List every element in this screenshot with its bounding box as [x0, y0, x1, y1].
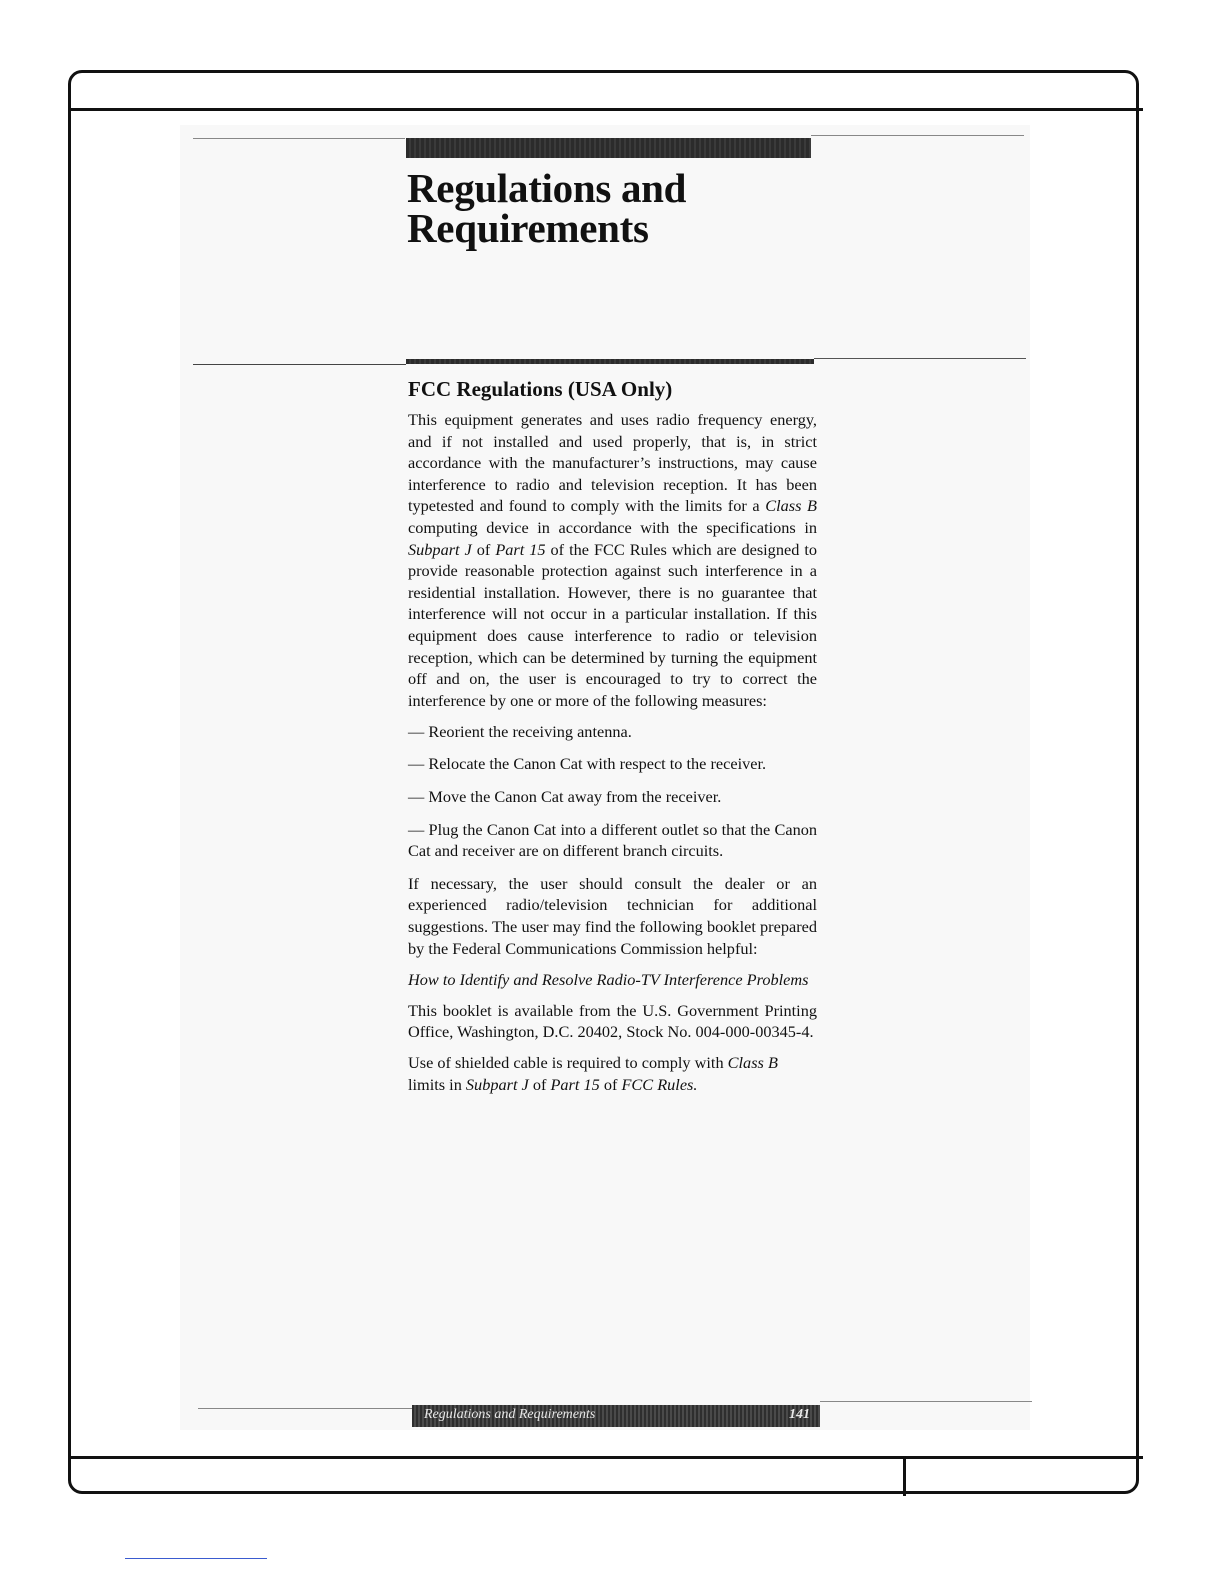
page-title — [407, 165, 687, 251]
section-rule-left — [193, 364, 406, 365]
page-number: 141 — [789, 1407, 810, 1422]
footer-label: Regulations and Requirements — [424, 1407, 596, 1422]
link-underline — [125, 1558, 267, 1559]
paragraph-consult: If necessary, the user should consult the dealer or an experienced radio/television technician for additional suggestions. The user may find the following booklet prepared by the Federal Communications Commission helpful: — [408, 873, 817, 958]
page-title-line-2: Requirements — [407, 205, 649, 251]
section-bar — [406, 359, 814, 364]
frame-top-rule — [68, 108, 1143, 111]
paragraph-intro: This equipment generates and uses radio frequency energy, and if not installed and used properly, that is, in strict accordance with the manufacturer’s instructions, may cause interference to radio and television reception. It has been typetested and found to comply with the limits for a Class B computing device in accordance with the specifications in Subpart J of Part 15 of the FCC Rules which are designed to provide reasonable protection against such interference in a residential installation. However, there is no guarantee that interference will not occur in a particular installation. If this equipment does cause interference to radio or television reception, which can be determined by turning the equipment off and on, the user is encouraged to try to correct the interference by one or more of the following measures: — [408, 410, 818, 710]
paragraph-shielded-cable: Use of shielded cable is required to comply with Class B limits in Subpart J of Part 15 of FCC Rules. — [408, 1053, 778, 1095]
frame-footer-divider — [903, 1456, 906, 1496]
section-rule-right — [814, 358, 1026, 359]
top-rule-right — [811, 135, 1024, 136]
frame-bottom-rule — [68, 1456, 1143, 1459]
paragraph-availability: This booklet is available from the U.S. Government Printing Office, Washington, D.C. 20402, Stock No. 004-000-00345-4. — [408, 1000, 817, 1042]
list-item: — Plug the Canon Cat into a different outlet so that the Canon Cat and receiver are on different branch circuits. — [408, 819, 817, 861]
booklet-title: How to Identify and Resolve Radio-TV Interference Problems — [408, 969, 809, 989]
footer-rule-right — [820, 1401, 1032, 1402]
page-title-line-1: Regulations and — [407, 165, 687, 211]
list-item: — Move the Canon Cat away from the receiver. — [408, 787, 722, 806]
top-rule-left — [193, 138, 405, 139]
footer-rule-left — [198, 1408, 412, 1409]
section-heading: FCC Regulations (USA Only) — [408, 377, 673, 401]
body-text — [408, 409, 817, 1105]
list-item: — Reorient the receiving antenna. — [408, 721, 632, 741]
running-footer — [412, 1405, 820, 1427]
header-bar — [406, 138, 811, 158]
list-item: — Relocate the Canon Cat with respect to the receiver. — [408, 754, 767, 774]
